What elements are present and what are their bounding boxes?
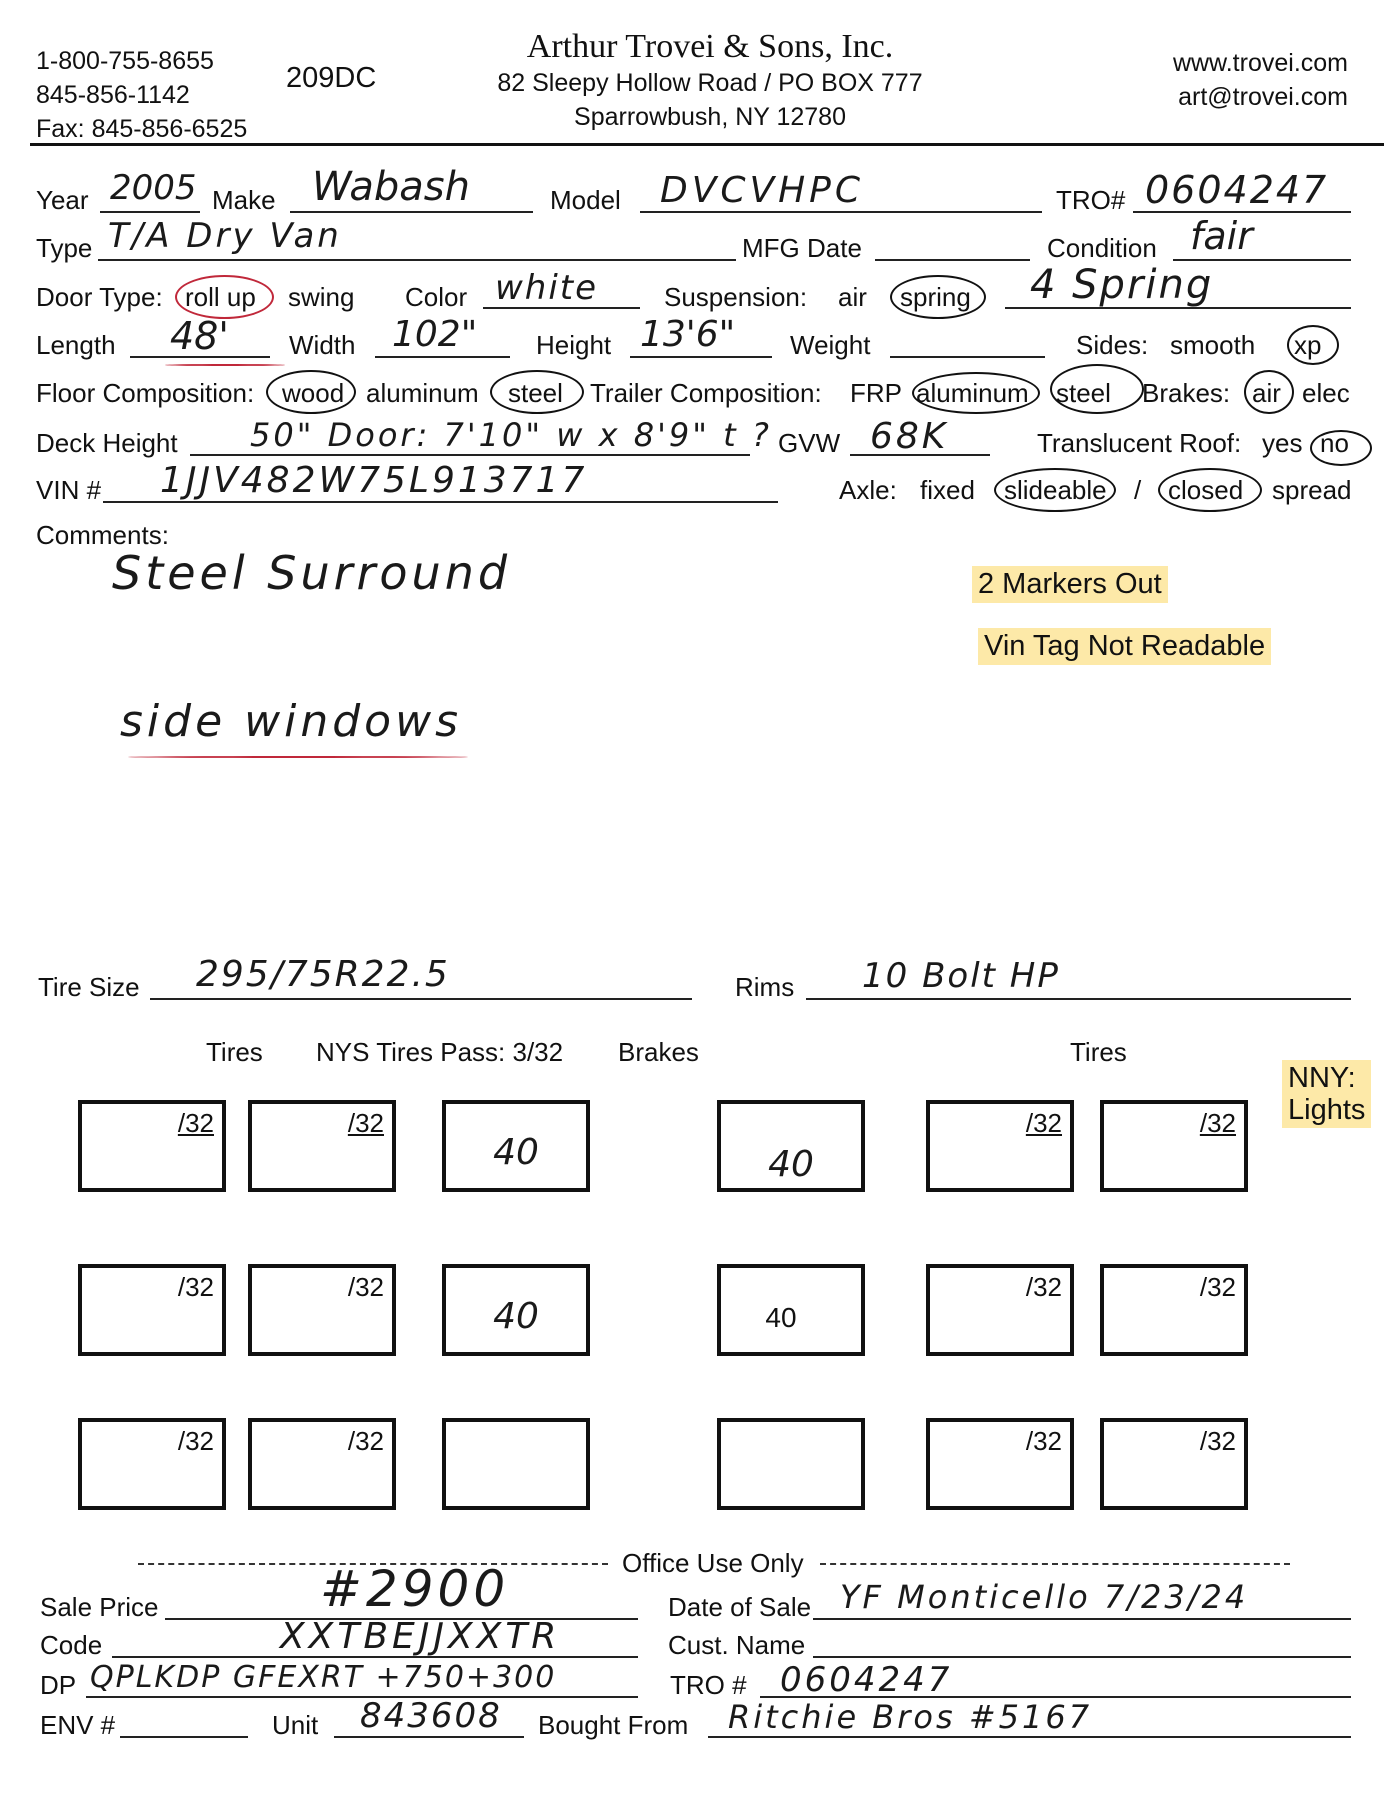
axle-option-fixed[interactable]: fixed bbox=[920, 475, 975, 505]
address-line: Sparrowbush, NY 12780 bbox=[574, 103, 846, 131]
tread-fraction: /32 bbox=[1025, 1108, 1062, 1138]
brakes-option-air[interactable]: air bbox=[1252, 378, 1281, 408]
door-label: Door Type: bbox=[36, 282, 163, 312]
make-label: Make bbox=[212, 185, 276, 215]
trailer-option-frp[interactable]: FRP bbox=[850, 378, 902, 408]
brake-value: 40 bbox=[493, 1296, 539, 1337]
unit-value: 843608 bbox=[360, 1696, 502, 1736]
door-option-swing[interactable]: swing bbox=[288, 282, 355, 312]
brake-box-r3-left[interactable] bbox=[442, 1418, 590, 1510]
col-tires-left: Tires bbox=[206, 1037, 263, 1067]
condition-label: Condition bbox=[1047, 233, 1157, 263]
condition-value: fair bbox=[1190, 214, 1253, 258]
brake-box-r2-right[interactable] bbox=[717, 1264, 865, 1356]
comments-label: Comments: bbox=[36, 520, 169, 550]
trailer-circle-steel bbox=[1050, 364, 1144, 414]
rims-label: Rims bbox=[735, 972, 795, 1002]
sale-price-label: Sale Price bbox=[40, 1592, 159, 1622]
brakes-label: Brakes: bbox=[1142, 378, 1231, 408]
tire-size-value: 295/75R22.5 bbox=[196, 954, 450, 995]
tire-box-r1-inner-left[interactable] bbox=[248, 1100, 396, 1192]
phone-line: 1-800-755-8655 bbox=[36, 47, 214, 75]
cust-name-label: Cust. Name bbox=[668, 1630, 806, 1660]
brake-box-r1-left[interactable] bbox=[442, 1100, 590, 1192]
axle-separator: / bbox=[1134, 475, 1142, 505]
tire-box-r3-inner-right[interactable] bbox=[926, 1418, 1074, 1510]
deck-value: 50" Door: 7'10" w x 8'9" t ? bbox=[250, 416, 772, 454]
axle-option-spread[interactable]: spread bbox=[1272, 475, 1352, 505]
comment-underline bbox=[128, 756, 468, 758]
tread-fraction: /32 bbox=[347, 1426, 384, 1456]
brakes-option-elec[interactable]: elec bbox=[1302, 378, 1350, 408]
header-phone-block bbox=[36, 44, 247, 146]
axle-option-slideable[interactable]: slideable bbox=[1004, 475, 1107, 505]
model-value: DVCVHPC bbox=[660, 170, 865, 211]
length-label: Length bbox=[36, 330, 116, 360]
roof-option-no[interactable]: no bbox=[1320, 428, 1349, 458]
tire-box-r1-inner-right[interactable] bbox=[926, 1100, 1074, 1192]
roof-selection-circle bbox=[1310, 430, 1372, 466]
tire-box-r1-outer-right[interactable] bbox=[1100, 1100, 1248, 1192]
height-label: Height bbox=[536, 330, 612, 360]
tire-box-r2-outer-left[interactable] bbox=[78, 1264, 226, 1356]
col-tires-right: Tires bbox=[1070, 1037, 1127, 1067]
tread-fraction: /32 bbox=[347, 1108, 384, 1138]
tire-box-r2-inner-right[interactable] bbox=[926, 1264, 1074, 1356]
roof-option-yes[interactable]: yes bbox=[1262, 428, 1303, 458]
floor-label: Floor Composition: bbox=[36, 378, 255, 408]
office-use-title: Office Use Only bbox=[622, 1548, 804, 1578]
suspension-note: 4 Spring bbox=[1030, 262, 1214, 308]
sides-selection-circle bbox=[1287, 325, 1339, 365]
tread-fraction: /32 bbox=[1199, 1426, 1236, 1456]
gvw-value: 68K bbox=[870, 416, 949, 457]
tire-box-r3-inner-left[interactable] bbox=[248, 1418, 396, 1510]
fax-line: Fax: 845-856-6525 bbox=[36, 115, 248, 143]
suspension-option-air[interactable]: air bbox=[838, 282, 867, 312]
tread-fraction: /32 bbox=[1025, 1426, 1062, 1456]
width-value: 102" bbox=[392, 314, 478, 355]
weight-label: Weight bbox=[790, 330, 871, 360]
tire-box-r3-outer-right[interactable] bbox=[1100, 1418, 1248, 1510]
sides-option-smooth[interactable]: smooth bbox=[1170, 330, 1256, 360]
gvw-label: GVW bbox=[778, 428, 841, 458]
tire-box-r2-inner-left[interactable] bbox=[248, 1264, 396, 1356]
note-vin-tag: Vin Tag Not Readable bbox=[978, 628, 1271, 665]
brake-value: 40 bbox=[765, 1302, 797, 1333]
color-value: white bbox=[495, 268, 599, 308]
lights-line: Lights bbox=[1288, 1094, 1366, 1126]
brakes-circle-air bbox=[1244, 370, 1294, 414]
date-of-sale-value: YF Monticello 7/23/24 bbox=[840, 1578, 1249, 1616]
env-label: ENV # bbox=[40, 1710, 116, 1740]
tread-fraction: /32 bbox=[1199, 1108, 1236, 1138]
tire-box-r1-outer-left[interactable] bbox=[78, 1100, 226, 1192]
type-label: Type bbox=[36, 233, 93, 263]
tread-fraction: /32 bbox=[177, 1272, 214, 1302]
office-tro-label: TRO # bbox=[670, 1670, 747, 1700]
mfg-label: MFG Date bbox=[742, 233, 862, 263]
door-option-rollup[interactable]: roll up bbox=[185, 282, 256, 312]
bought-from-value: Ritchie Bros #5167 bbox=[728, 1698, 1093, 1736]
dp-value: QPLKDP GFEXRT +750+300 bbox=[90, 1660, 557, 1695]
form-code: 209DC bbox=[286, 62, 377, 94]
roof-label: Translucent Roof: bbox=[1037, 428, 1242, 458]
note-markers-out: 2 Markers Out bbox=[972, 566, 1168, 603]
height-value: 13'6" bbox=[640, 314, 736, 355]
tro-label: TRO# bbox=[1056, 185, 1126, 215]
width-label: Width bbox=[289, 330, 356, 360]
unit-label: Unit bbox=[272, 1710, 319, 1740]
suspension-label: Suspension: bbox=[664, 282, 808, 312]
brake-box-r3-right[interactable] bbox=[717, 1418, 865, 1510]
type-value: T/A Dry Van bbox=[108, 216, 342, 256]
date-of-sale-label: Date of Sale bbox=[668, 1592, 812, 1622]
office-tro-value: 0604247 bbox=[780, 1660, 953, 1700]
comment-steel-surround: Steel Surround bbox=[112, 546, 512, 600]
rims-value: 10 Bolt HP bbox=[862, 956, 1060, 996]
email: art@trovei.com bbox=[1178, 83, 1348, 111]
comment-side-windows: side windows bbox=[120, 696, 462, 747]
vin-value: 1JJV482W75L913717 bbox=[160, 460, 588, 501]
color-label: Color bbox=[405, 282, 468, 312]
door-selection-circle bbox=[175, 275, 274, 319]
nys-pass-label: NYS Tires Pass: 3/32 bbox=[316, 1037, 564, 1067]
code-label: Code bbox=[40, 1630, 103, 1660]
axle-option-closed[interactable]: closed bbox=[1168, 475, 1244, 505]
year-value: 2005 bbox=[110, 168, 197, 208]
sides-option-xp[interactable]: xp bbox=[1294, 330, 1322, 360]
brake-value: 40 bbox=[493, 1132, 539, 1173]
col-brakes: Brakes bbox=[618, 1037, 699, 1067]
brake-value: 40 bbox=[768, 1144, 814, 1185]
office-divider-right bbox=[820, 1563, 1290, 1565]
brake-box-r2-left[interactable] bbox=[442, 1264, 590, 1356]
trailer-circle-aluminum bbox=[912, 372, 1040, 414]
tread-fraction: /32 bbox=[347, 1272, 384, 1302]
company-name: Arthur Trovei & Sons, Inc. bbox=[526, 28, 894, 65]
suspension-option-spring[interactable]: spring bbox=[900, 282, 971, 312]
vin-label: VIN # bbox=[36, 475, 102, 505]
axle-circle-slideable bbox=[994, 468, 1116, 512]
phone-line: 845-856-1142 bbox=[36, 81, 190, 109]
model-label: Model bbox=[550, 185, 621, 215]
floor-circle-steel bbox=[490, 370, 584, 414]
axle-circle-closed bbox=[1158, 468, 1262, 512]
floor-option-steel[interactable]: steel bbox=[508, 378, 563, 408]
axle-label: Axle: bbox=[839, 475, 897, 505]
length-underline bbox=[165, 364, 285, 366]
floor-circle-wood bbox=[266, 370, 356, 414]
tire-box-r2-outer-right[interactable] bbox=[1100, 1264, 1248, 1356]
tire-box-r3-outer-left[interactable] bbox=[78, 1418, 226, 1510]
nny-line: NNY: bbox=[1288, 1062, 1356, 1094]
header-rule bbox=[30, 143, 1384, 146]
trailer-label: Trailer Composition: bbox=[590, 378, 822, 408]
sale-price-value: #2900 bbox=[320, 1560, 510, 1618]
deck-label: Deck Height bbox=[36, 428, 178, 458]
tread-fraction: /32 bbox=[177, 1108, 214, 1138]
website: www.trovei.com bbox=[1172, 49, 1348, 77]
tread-fraction: /32 bbox=[1199, 1272, 1236, 1302]
length-value: 48' bbox=[170, 314, 229, 358]
tread-fraction: /32 bbox=[177, 1426, 214, 1456]
tread-fraction: /32 bbox=[1025, 1272, 1062, 1302]
tro-value: 0604247 bbox=[1145, 168, 1329, 212]
floor-option-aluminum[interactable]: aluminum bbox=[366, 378, 479, 408]
bought-from-label: Bought From bbox=[538, 1710, 689, 1740]
trailer-option-aluminum[interactable]: aluminum bbox=[916, 378, 1029, 408]
trailer-option-steel[interactable]: steel bbox=[1056, 378, 1111, 408]
brake-box-r1-right[interactable] bbox=[717, 1100, 865, 1192]
nny-lights-note bbox=[1282, 1060, 1371, 1128]
sides-label: Sides: bbox=[1076, 330, 1149, 360]
dp-label: DP bbox=[40, 1670, 77, 1700]
tire-size-label: Tire Size bbox=[38, 972, 140, 1002]
address-line: 82 Sleepy Hollow Road / PO BOX 777 bbox=[497, 69, 923, 97]
make-value: Wabash bbox=[312, 164, 470, 210]
year-label: Year bbox=[36, 185, 89, 215]
suspension-selection-circle bbox=[890, 275, 986, 319]
web-block bbox=[1173, 46, 1348, 114]
company-block bbox=[460, 28, 960, 134]
code-value: XXTBEJJXXTR bbox=[280, 1616, 561, 1657]
floor-option-wood[interactable]: wood bbox=[282, 378, 345, 408]
